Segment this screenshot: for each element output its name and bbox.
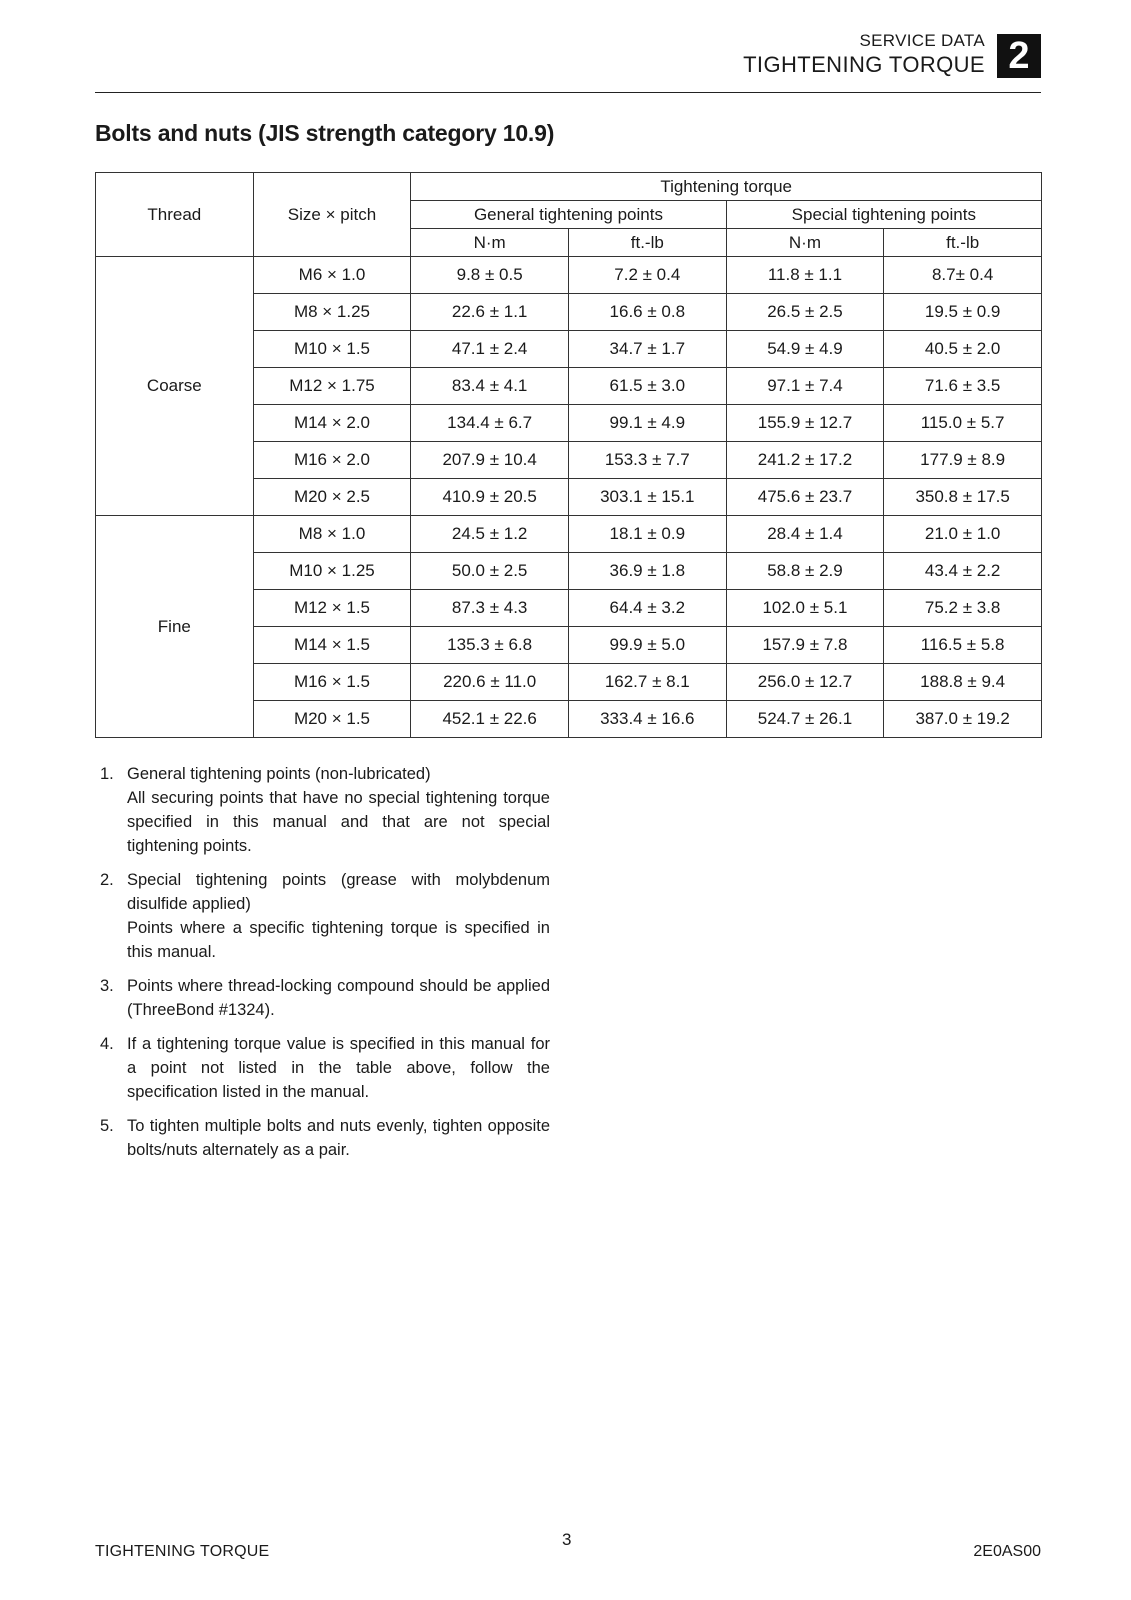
note-number: 2. [100,871,114,889]
cell-general-ftlb: 162.7 ± 8.1 [568,664,726,701]
cell-special-ftlb: 75.2 ± 3.8 [884,590,1042,627]
cell-size: M8 × 1.25 [253,294,411,331]
cell-special-nm: 157.9 ± 7.8 [726,627,884,664]
page-number: 3 [562,1530,572,1549]
thread-group-label: Coarse [96,257,254,516]
cell-special-ftlb: 177.9 ± 8.9 [884,442,1042,479]
cell-special-nm: 58.8 ± 2.9 [726,553,884,590]
cell-general-nm: 452.1 ± 22.6 [411,701,569,738]
cell-size: M20 × 2.5 [253,479,411,516]
note-text: General tightening points (non-lubricated) [127,765,431,783]
note-item [100,974,550,1022]
cell-general-nm: 22.6 ± 1.1 [411,294,569,331]
table-row [96,257,1042,294]
header-row [96,173,1042,201]
cell-general-ftlb: 99.9 ± 5.0 [568,627,726,664]
torque-table-body [96,257,1042,738]
cell-general-nm: 135.3 ± 6.8 [411,627,569,664]
col-tightening-torque: Tightening torque [411,173,1042,201]
cell-size: M20 × 1.5 [253,701,411,738]
cell-general-nm: 50.0 ± 2.5 [411,553,569,590]
cell-special-nm: 11.8 ± 1.1 [726,257,884,294]
cell-special-ftlb: 43.4 ± 2.2 [884,553,1042,590]
cell-general-nm: 87.3 ± 4.3 [411,590,569,627]
note-item [100,868,550,964]
cell-size: M14 × 1.5 [253,627,411,664]
col-unit-ftlb: ft.-lb [884,229,1042,257]
header-section: SERVICE DATA [859,31,985,50]
cell-special-nm: 155.9 ± 12.7 [726,405,884,442]
note-number: 3. [100,977,114,995]
cell-general-ftlb: 34.7 ± 1.7 [568,331,726,368]
page-title: Bolts and nuts (JIS strength category 10.9) [95,120,555,146]
thread-group-label: Fine [96,516,254,738]
cell-size: M10 × 1.5 [253,331,411,368]
note-number: 1. [100,765,114,783]
col-general-points: General tightening points [411,201,726,229]
cell-general-ftlb: 64.4 ± 3.2 [568,590,726,627]
cell-special-ftlb: 350.8 ± 17.5 [884,479,1042,516]
cell-special-nm: 26.5 ± 2.5 [726,294,884,331]
cell-special-nm: 524.7 ± 26.1 [726,701,884,738]
torque-table-header [96,173,1042,257]
cell-general-nm: 24.5 ± 1.2 [411,516,569,553]
cell-special-ftlb: 387.0 ± 19.2 [884,701,1042,738]
cell-general-ftlb: 99.1 ± 4.9 [568,405,726,442]
note-text: If a tightening torque value is specified in this manual for a point not listed in the table above, follow the specification listed in the manual. [127,1035,550,1101]
notes-list [100,762,550,1172]
cell-size: M14 × 2.0 [253,405,411,442]
col-special-points: Special tightening points [726,201,1041,229]
cell-special-ftlb: 21.0 ± 1.0 [884,516,1042,553]
cell-general-nm: 220.6 ± 11.0 [411,664,569,701]
note-number: 4. [100,1035,114,1053]
cell-special-ftlb: 19.5 ± 0.9 [884,294,1042,331]
col-unit-nm: N·m [726,229,884,257]
cell-special-ftlb: 115.0 ± 5.7 [884,405,1042,442]
note-text: Points where a specific tightening torque is specified in this manual. [127,919,550,961]
page-header [95,28,1041,93]
cell-special-ftlb: 40.5 ± 2.0 [884,331,1042,368]
cell-size: M16 × 2.0 [253,442,411,479]
cell-general-nm: 207.9 ± 10.4 [411,442,569,479]
cell-special-ftlb: 71.6 ± 3.5 [884,368,1042,405]
cell-general-nm: 9.8 ± 0.5 [411,257,569,294]
col-thread: Thread [96,173,254,257]
cell-size: M6 × 1.0 [253,257,411,294]
cell-special-nm: 475.6 ± 23.7 [726,479,884,516]
note-number: 5. [100,1117,114,1135]
note-text: To tighten multiple bolts and nuts evenly, tighten opposite bolts/nuts alternately as a pair. [127,1117,550,1159]
cell-general-nm: 47.1 ± 2.4 [411,331,569,368]
col-size-pitch: Size × pitch [253,173,411,257]
cell-general-ftlb: 61.5 ± 3.0 [568,368,726,405]
footer-document-code: 2E0AS00 [973,1543,1041,1560]
cell-size: M12 × 1.5 [253,590,411,627]
cell-special-nm: 97.1 ± 7.4 [726,368,884,405]
cell-general-ftlb: 153.3 ± 7.7 [568,442,726,479]
cell-general-ftlb: 16.6 ± 0.8 [568,294,726,331]
note-item [100,1032,550,1104]
cell-general-nm: 83.4 ± 4.1 [411,368,569,405]
cell-size: M12 × 1.75 [253,368,411,405]
cell-size: M16 × 1.5 [253,664,411,701]
cell-special-nm: 54.9 ± 4.9 [726,331,884,368]
note-text: All securing points that have no special tightening torque specified in this manual and that are not special tightening points. [127,789,550,855]
col-unit-ftlb: ft.-lb [568,229,726,257]
table-row [96,516,1042,553]
cell-general-ftlb: 36.9 ± 1.8 [568,553,726,590]
cell-special-nm: 241.2 ± 17.2 [726,442,884,479]
cell-size: M8 × 1.0 [253,516,411,553]
cell-general-nm: 134.4 ± 6.7 [411,405,569,442]
note-text: Points where thread-locking compound should be applied (ThreeBond #1324). [127,977,550,1019]
torque-table [95,172,1042,738]
cell-special-ftlb: 188.8 ± 9.4 [884,664,1042,701]
cell-general-ftlb: 7.2 ± 0.4 [568,257,726,294]
cell-general-ftlb: 303.1 ± 15.1 [568,479,726,516]
cell-special-ftlb: 8.7± 0.4 [884,257,1042,294]
cell-general-ftlb: 333.4 ± 16.6 [568,701,726,738]
footer-section-title: TIGHTENING TORQUE [95,1543,270,1560]
note-item [100,1114,550,1162]
note-text: Special tightening points (grease with molybdenum disulfide applied) [127,871,550,913]
chapter-badge: 2 [997,34,1041,78]
cell-special-ftlb: 116.5 ± 5.8 [884,627,1042,664]
header-title: TIGHTENING TORQUE [743,52,985,77]
col-unit-nm: N·m [411,229,569,257]
cell-special-nm: 256.0 ± 12.7 [726,664,884,701]
cell-special-nm: 28.4 ± 1.4 [726,516,884,553]
cell-general-ftlb: 18.1 ± 0.9 [568,516,726,553]
note-item [100,762,550,858]
header-text [743,30,985,78]
cell-special-nm: 102.0 ± 5.1 [726,590,884,627]
cell-size: M10 × 1.25 [253,553,411,590]
cell-general-nm: 410.9 ± 20.5 [411,479,569,516]
